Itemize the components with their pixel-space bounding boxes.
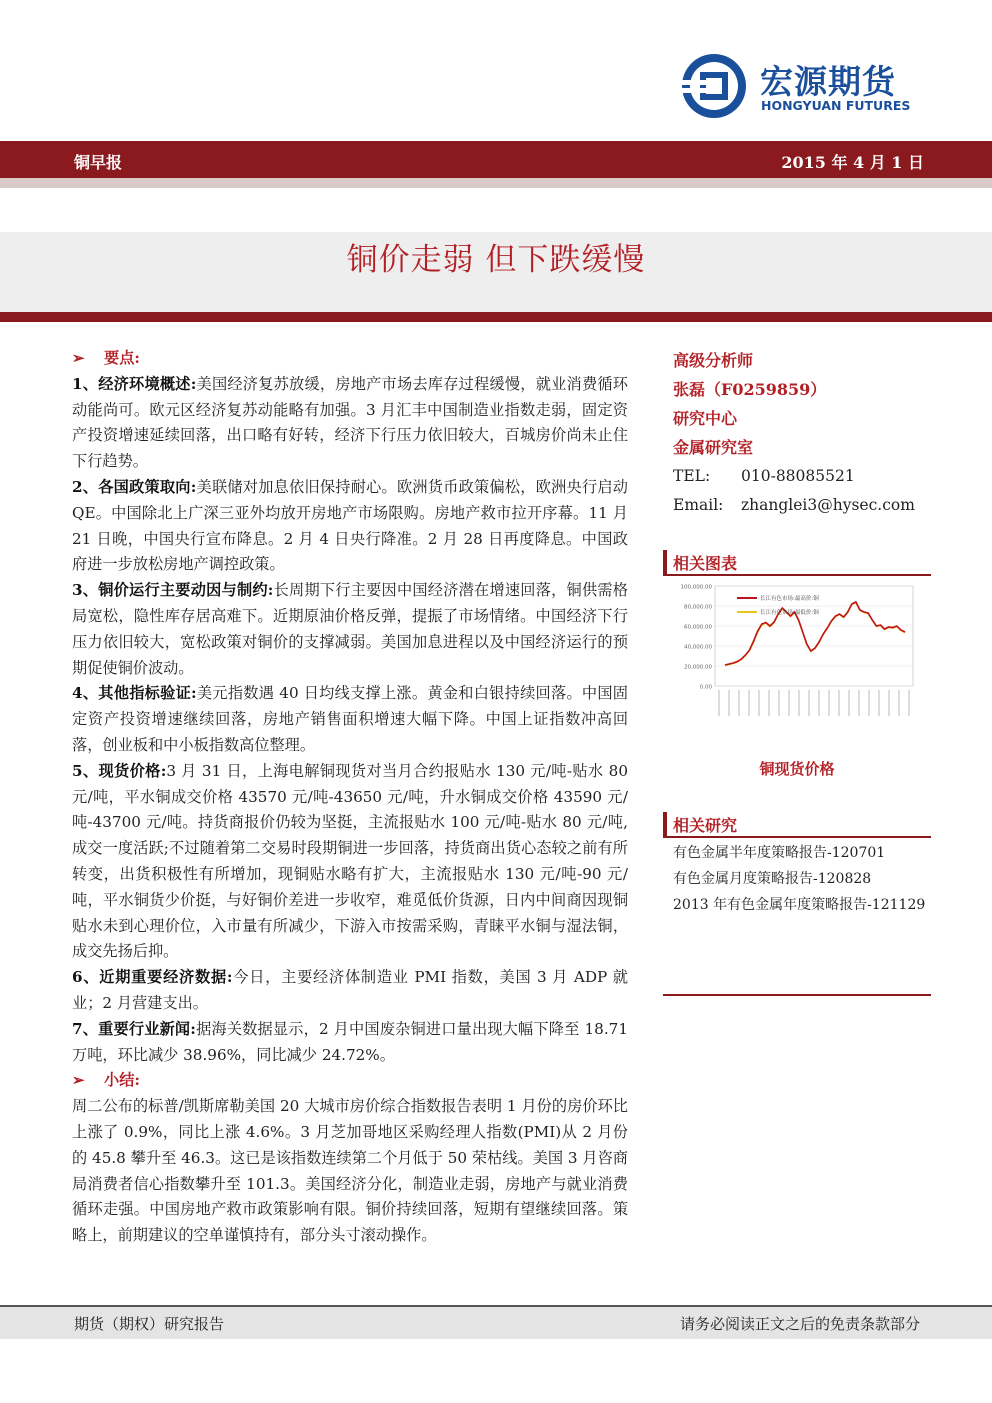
- item-text: 美国经济复苏放缓，房地产市场去库存过程缓慢，就业消费循环动能尚可。欧元区经济复苏动能略有加强。3 月汇丰中国制造业指数走弱，固定资产投资增速延续回落，出口略有好转，经济下行压力依旧较大，百城房价尚未止住下行趋势。: [72, 374, 628, 471]
- research-item[interactable]: 有色金属月度策略报告-120828: [673, 871, 872, 887]
- key-point-item: [72, 759, 628, 965]
- footer-bar: [0, 1305, 992, 1339]
- header-bar-shadow: [0, 178, 992, 188]
- sidebar-bottom-rule: [663, 994, 931, 996]
- arrow-bullet-icon: ➢: [72, 349, 85, 367]
- key-point-item: [72, 965, 628, 1017]
- tel-label: TEL:: [673, 467, 711, 485]
- chart-caption: 铜现货价格: [759, 760, 835, 778]
- tel-row: [673, 462, 933, 491]
- y-tick-label: 0.00: [699, 684, 712, 691]
- legend-label: 长江有色市场:最高价:铜: [760, 596, 819, 602]
- item-head: 3、铜价运行主要动因与制约:: [72, 581, 274, 600]
- logo-mark-icon: [680, 52, 748, 120]
- arrow-bullet-icon: ➢: [72, 1071, 85, 1090]
- related-charts-label: 相关图表: [673, 554, 738, 573]
- item-text: 长周期下行主要因中国经济潜在增速回落，铜供需格局宽松，隐性库存居高难下。近期原油价格反弹，提振了市场情绪。中国经济下行压力依旧较大，宽松政策对铜价的支撑减弱。美国加息进程以及中国经济运行的预期促使铜价波动。: [72, 581, 628, 677]
- report-date: 2015 年 4 月 1 日: [781, 153, 924, 172]
- heading-marker: [663, 550, 667, 574]
- tel-value: 010-88085521: [741, 467, 855, 485]
- department: 研究中心: [673, 409, 738, 428]
- logo-english-name: HONGYUAN FUTURES: [761, 98, 911, 113]
- item-head: 5、现货价格:: [72, 761, 167, 780]
- related-research-heading: [663, 812, 931, 838]
- company-logo: [680, 52, 930, 124]
- page-title: 铜价走弱 但下跌缓慢: [346, 242, 646, 278]
- heading-marker: [663, 812, 667, 836]
- item-head: 1、经济环境概述:: [72, 374, 197, 393]
- key-point-item: [72, 372, 628, 475]
- footer-report-type: 期货（期权）研究报告: [74, 1315, 225, 1333]
- summary-label: 小结:: [104, 1071, 140, 1090]
- related-research-label: 相关研究: [673, 816, 738, 835]
- key-point-item: [72, 681, 628, 758]
- key-points-heading: [72, 346, 628, 372]
- key-points-label: 要点:: [104, 349, 140, 367]
- key-point-item: [72, 1017, 628, 1069]
- y-tick-label: 20,000.00: [684, 664, 712, 671]
- analyst-title: 高级分析师: [673, 351, 754, 370]
- item-text: 美元指数遇 40 日均线支撑上涨。黄金和白银持续回落。中国固定资产投资增速继续回落，房地产销售面积增速大幅下降。中国上证指数冲高回落，创业板和中小板指数高位整理。: [72, 684, 628, 754]
- copper-price-chart: [673, 578, 923, 758]
- title-divider: [0, 312, 992, 322]
- summary-heading: [72, 1068, 628, 1094]
- item-text: 3 月 31 日，上海电解铜现货对当月合约报贴水 130 元/吨-贴水 80 元/吨，平水铜成交价格 43570 元/吨-43650 元/吨，升水铜成交价格 43590 元/吨-43700 元/吨。持货商报价仍较为坚挺，主流报贴水 100 元/吨-贴水 80 元/吨,成交一度活跃;不过随着第二交易时段期铜进一步回落，持货商出货心态较之前有所转变，出货积极性有所增加，现铜贴水略有扩大，主流报贴水 130 元/吨-90 元/吨，平水铜货少价挺，与好铜价差进一步收窄，难觅低价货源，日内中间商因现铜贴水未到心理价位，入市量有所减少，下游入市按需采购，青睐平水铜与湿法铜，成交先扬后抑。: [72, 761, 628, 961]
- item-head: 6、近期重要经济数据:: [72, 968, 233, 987]
- key-point-item: [72, 578, 628, 681]
- y-tick-label: 100,000.00: [680, 584, 712, 591]
- legend-label: 长江有色市场:最低价:铜: [760, 610, 819, 616]
- analyst-name: 张磊（F0259859）: [673, 380, 827, 399]
- analyst-info: [673, 346, 933, 520]
- item-text: 美联储对加息依旧保持耐心。欧洲货币政策偏松，欧洲央行启动 QE。中国除北上广深三亚外均放开房地产市场限购。房地产救市拉开序幕。11 月 21 日晚，中国央行宣布降息。2 月 4 日央行降准。2 月 28 日再度降息。中国政府进一步放松房地产调控政策。: [72, 477, 628, 574]
- item-head: 2、各国政策取向:: [72, 477, 197, 496]
- logo-chinese-name: 宏源期货: [760, 62, 896, 101]
- email-label: Email:: [673, 496, 724, 514]
- item-head: 4、其他指标验证:: [72, 684, 197, 703]
- chart-svg: [673, 578, 923, 758]
- summary-text: 周二公布的标普/凯斯席勒美国 20 大城市房价综合指数报告表明 1 月份的房价环比上涨了 0.9%，同比上涨 4.6%。3 月芝加哥地区采购经理人指数(PMI)从 2 月份的 45.8 攀升至 46.3。这已是该指数连续第二个月低于 50 荣枯线。美国 3 月咨商局消费者信心指数攀升至 101.3。美国经济分化，制造业走弱，房地产与就业消费循环走强。中国房地产救市政策影响有限。铜价持续回落，短期有望继续回落。策略上，前期建议的空单谨慎持有，部分头寸滚动操作。: [72, 1097, 628, 1245]
- related-research-list: [673, 840, 925, 918]
- item-head: 7、重要行业新闻:: [72, 1019, 196, 1038]
- footer-disclaimer: 请务必阅读正文之后的免责条款部分: [679, 1315, 920, 1333]
- email-row: [673, 491, 933, 520]
- research-item[interactable]: 有色金属半年度策略报告-120701: [673, 845, 886, 861]
- header-bar: [0, 141, 992, 178]
- email-value: zhanglei3@hysec.com: [741, 496, 915, 514]
- y-tick-label: 60,000.00: [684, 624, 712, 631]
- report-type: 铜早报: [74, 153, 123, 172]
- item-text: 今日，主要经济体制造业 PMI 指数，美国 3 月 ADP 就业；2 月营建支出。: [72, 968, 628, 1012]
- related-charts-heading: [663, 550, 931, 576]
- y-tick-label: 40,000.00: [684, 644, 712, 651]
- item-text: 据海关数据显示，2 月中国废杂铜进口量出现大幅下降至 18.71 万吨，环比减少 38.96%，同比减少 24.72%。: [72, 1019, 628, 1064]
- research-item[interactable]: 2013 年有色金属年度策略报告-121129: [673, 897, 926, 913]
- sub-department: 金属研究室: [673, 438, 754, 457]
- y-tick-label: 80,000.00: [684, 604, 712, 611]
- main-content: [72, 346, 628, 1249]
- key-point-item: [72, 475, 628, 578]
